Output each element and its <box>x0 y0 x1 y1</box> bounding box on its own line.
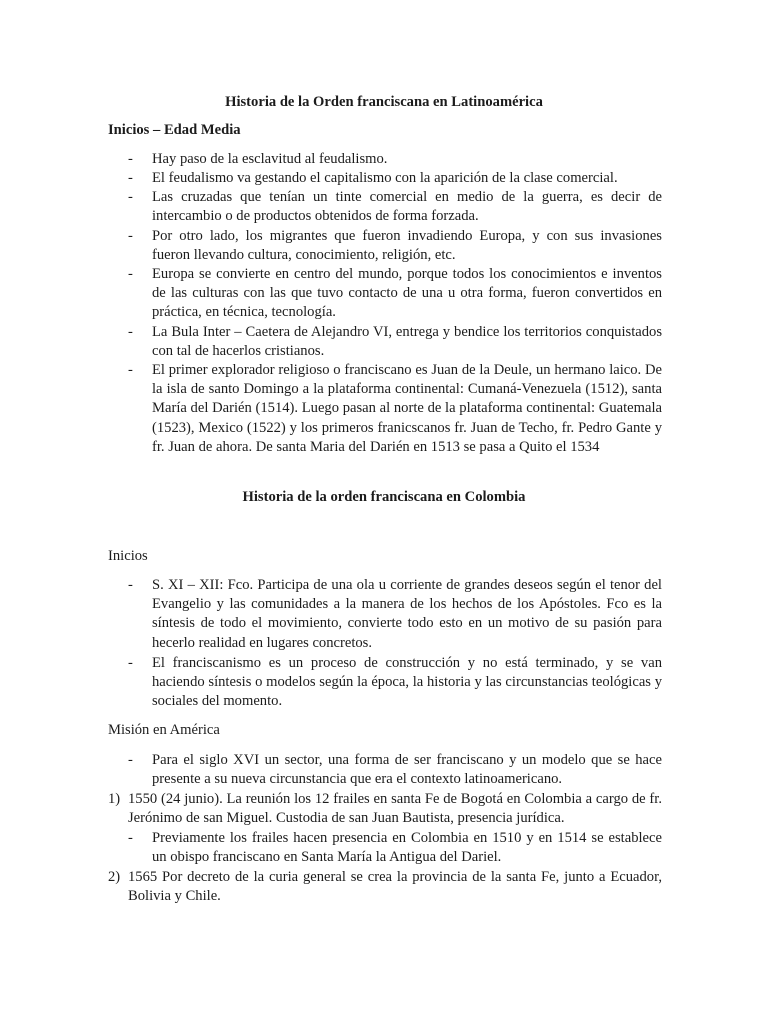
list-item-text: Las cruzadas que tenían un tinte comercial en medio de la guerra, es decir de intercambio o de productos obtenidos de forma forzada. <box>152 189 662 225</box>
title-latinoamerica: Historia de la Orden franciscana en Latinoamérica <box>225 94 543 110</box>
item-number: 2) <box>108 869 121 885</box>
heading-mision-en-america: Misión en América <box>108 722 220 738</box>
numbered-item-text: 1550 (24 junio). La reunión los 12 frailes en santa Fe de Bogotá en Colombia a cargo de fr. Jerónimo de san Miguel. Custodia de san Juan Bautista, presencia jurídica. <box>128 791 662 827</box>
list-item-text: La Bula Inter – Caetera de Alejandro VI, entrega y bendice los territorios conquistados con tal de hacerlos cristianos. <box>152 324 662 360</box>
bullet-dash: - <box>128 170 133 186</box>
numbered-item-text: 1565 Por decreto de la curia general se crea la provincia de la santa Fe, junto a Ecuador, Bolivia y Chile. <box>128 869 662 905</box>
list-item-text: El primer explorador religioso o franciscano es Juan de la Deule, un hermano laico. De la isla de santo Domingo a la plataforma continental: Cumaná-Venezuela (1512), santa María del Darién (1514). Luego pasan al norte de la plataforma continental: Guatemala (1523), Mexico (1522) y los primeros franicscanos fr. Juan de Techo, fr. Pedro Gante y fr. Juan de ahora. De santa Maria del Darién en 1513 se pasa a Quito el 1534 <box>152 362 662 455</box>
title-colombia: Historia de la orden franciscana en Colombia <box>242 489 526 505</box>
bullet-dash: - <box>128 324 133 340</box>
list-item-text: S. XI – XII: Fco. Participa de una ola u corriente de grandes deseos según el tenor del Evangelio y las comunidades a la manera de los hechos de los Apóstoles. Fco es la síntesis de todo el movimiento, convierte todo esto en un motivo de su pasión para hecerlo realidad en lugares concretos. <box>152 577 662 651</box>
list-item-text: Previamente los frailes hacen presencia en Colombia en 1510 y en 1514 se establece un obispo franciscano en Santa María la Antigua del Dariel. <box>152 830 662 866</box>
item-number: 1) <box>108 791 121 807</box>
bullet-dash: - <box>128 655 133 671</box>
bullet-dash: - <box>128 228 133 244</box>
bullet-dash: - <box>128 189 133 205</box>
bullet-dash: - <box>128 577 133 593</box>
list-item-text: El franciscanismo es un proceso de construcción y no está terminado, y se van haciendo síntesis o modelos según la época, la historia y las circunstancias teológicas y sociales del momento. <box>152 655 662 710</box>
list-item-text: Por otro lado, los migrantes que fueron invadiendo Europa, y con sus invasiones fueron llevando cultura, conocimiento, religión, etc. <box>152 228 662 264</box>
bullet-dash: - <box>128 151 133 167</box>
heading-inicios-edad-media: Inicios – Edad Media <box>108 122 241 138</box>
bullet-dash: - <box>128 362 133 378</box>
list-item-text: Para el siglo XVI un sector, una forma de ser franciscano y un modelo que se hace presente a su nueva circunstancia que era el contexto latinoamericano. <box>152 752 662 788</box>
bullet-dash: - <box>128 830 133 846</box>
list-item-text: El feudalismo va gestando el capitalismo con la aparición de la clase comercial. <box>152 170 618 186</box>
heading-inicios: Inicios <box>108 548 148 564</box>
list-item-text: Europa se convierte en centro del mundo, porque todos los conocimientos e inventos de las culturas con las que tuvo contacto de una u otra forma, fueron convertidos en práctica, en técnica, tecnología. <box>152 266 662 321</box>
bullet-dash: - <box>128 266 133 282</box>
bullet-dash: - <box>128 752 133 768</box>
list-item-text: Hay paso de la esclavitud al feudalismo. <box>152 151 388 167</box>
